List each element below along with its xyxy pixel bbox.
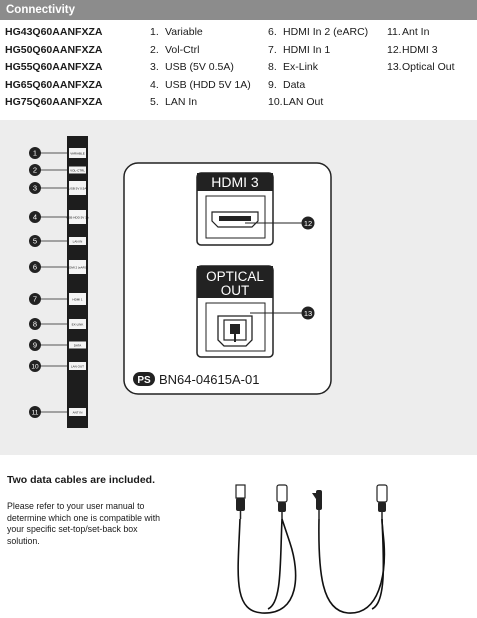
callout-number: 4 bbox=[32, 212, 38, 222]
diagram-svg bbox=[0, 120, 477, 455]
panel-port-label: LAN OUT bbox=[70, 364, 85, 369]
callout-number: 3 bbox=[32, 183, 38, 193]
model-list bbox=[5, 24, 102, 112]
model-number: HG65Q60AANFXZA bbox=[5, 78, 103, 91]
connection-diagram bbox=[0, 120, 477, 455]
model-number: HG50Q60AANFXZA bbox=[5, 43, 103, 56]
port-item: 5. LAN In bbox=[150, 96, 198, 109]
optical-title-line-1: OPTICAL bbox=[206, 269, 264, 284]
port-item: 1. Variable bbox=[150, 26, 203, 38]
cables-description: Please refer to your user manual to determine which one is compatible with your specific set-top/set-back box solution. bbox=[7, 501, 161, 546]
ps-badge-label: PS bbox=[137, 375, 151, 386]
port-item: 6. HDMI In 2 (eARC) bbox=[268, 26, 369, 38]
port-item: 13.Optical Out bbox=[387, 61, 455, 74]
callout-number: 10 bbox=[31, 363, 39, 371]
model-number: HG43Q60AANFXZA bbox=[5, 26, 103, 38]
hdmi-pins-icon bbox=[219, 216, 251, 221]
port-list-col-2 bbox=[268, 24, 368, 112]
usb-plug-icon bbox=[236, 485, 245, 498]
cables-illustration bbox=[0, 463, 477, 618]
panel-port-label: VARIABLE bbox=[70, 151, 85, 156]
panel-port-label: DATA bbox=[73, 343, 82, 348]
callout-number: 1 bbox=[32, 148, 38, 158]
callout-13-label: 13 bbox=[303, 309, 313, 318]
callout-number: 5 bbox=[32, 236, 38, 246]
panel-port-label: ANT IN bbox=[72, 410, 83, 415]
angled-data-cable bbox=[312, 485, 387, 613]
callout-number: 2 bbox=[32, 165, 38, 175]
hdmi3-title: HDMI 3 bbox=[211, 174, 259, 190]
callout-number: 9 bbox=[32, 340, 38, 350]
callout-12-label: 12 bbox=[303, 219, 313, 228]
port-item: 11.Ant In bbox=[387, 26, 430, 38]
cables-section bbox=[0, 463, 477, 618]
optical-title-line-2: OUT bbox=[220, 283, 250, 298]
model-number: HG75Q60AANFXZA bbox=[5, 96, 103, 109]
callout-number: 7 bbox=[32, 294, 38, 304]
rj-plug-icon bbox=[277, 485, 287, 502]
model-number: HG55Q60AANFXZA bbox=[5, 61, 103, 74]
callout-number: 8 bbox=[32, 319, 38, 329]
optical-icon bbox=[218, 316, 252, 346]
callout-number: 11 bbox=[31, 409, 39, 417]
port-item: 10.LAN Out bbox=[268, 96, 324, 109]
panel-port-label: EX-LINK bbox=[71, 322, 84, 327]
port-item: 7. HDMI In 1 bbox=[268, 43, 331, 56]
port-item: 12.HDMI 3 bbox=[387, 43, 438, 56]
panel-port-label: VOL-CTRL bbox=[70, 168, 85, 173]
rj-plug-2-icon bbox=[377, 485, 387, 502]
port-item: 3. USB (5V 0.5A) bbox=[150, 61, 234, 74]
port-item: 9. Data bbox=[268, 78, 306, 91]
panel-port-label: USB 5V 0.5A bbox=[68, 186, 87, 191]
usb-data-cable bbox=[236, 485, 296, 613]
panel-port-label: HDMI 1 bbox=[72, 297, 83, 302]
callout-number: 6 bbox=[32, 262, 38, 272]
panel-port-label: HDMI 2 (eARC) bbox=[66, 265, 89, 270]
port-item: 4. USB (HDD 5V 1A) bbox=[150, 78, 251, 91]
part-number: BN64-04615A-01 bbox=[159, 372, 260, 387]
section-header: Connectivity bbox=[0, 0, 477, 20]
panel-port-label: LAN IN bbox=[72, 239, 83, 244]
panel-port-label: USB HDD 5V 1A bbox=[66, 215, 89, 220]
port-item: 2. Vol-Ctrl bbox=[150, 43, 200, 56]
port-list-col-3 bbox=[387, 24, 455, 77]
cables-title: Two data cables are included. bbox=[7, 474, 156, 486]
port-list-col-1 bbox=[150, 24, 251, 112]
port-item: 8. Ex-Link bbox=[268, 61, 319, 74]
side-panel bbox=[67, 136, 88, 428]
